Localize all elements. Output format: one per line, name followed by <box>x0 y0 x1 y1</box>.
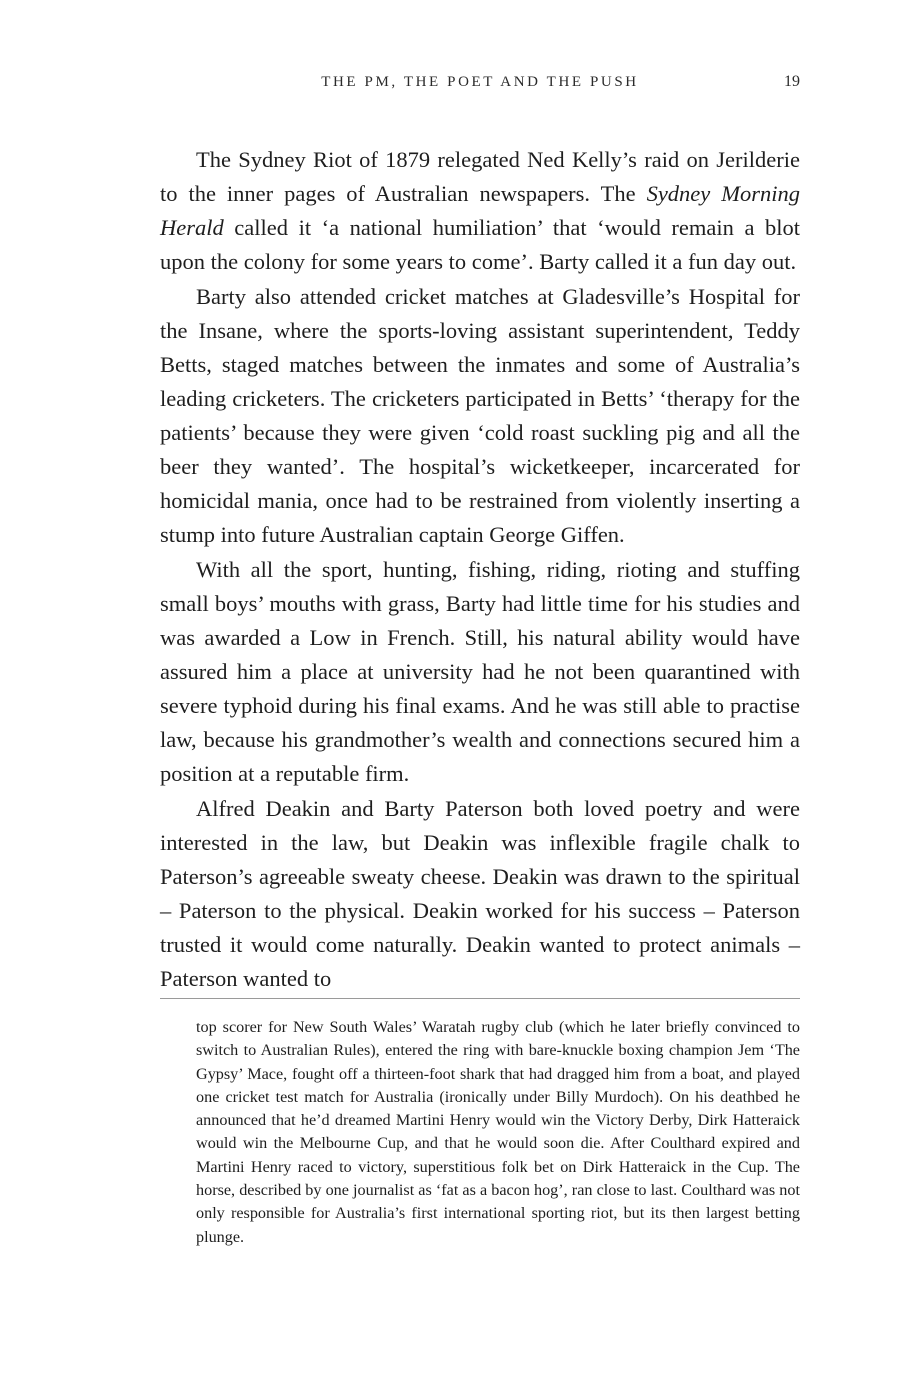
paragraph-1-text-b: called it ‘a national humiliation’ that ‘would remain a blot upon the colony for some years to come’. Barty called it a fun day out. <box>160 215 800 274</box>
page-number: 19 <box>784 73 800 90</box>
paragraph-3: With all the sport, hunting, fishing, riding, rioting and stuffing small boys’ mouths with grass, Barty had little time for his studies and was awarded a Low in French. Still, his natural ability would have assured him a place at university had he not been quarantined with severe typhoid during his final exams. And he was still able to practise law, because his grandmother’s wealth and connections secured him a position at a reputable firm. <box>160 557 800 786</box>
running-head: THE PM, THE POET AND THE PUSH <box>321 74 639 90</box>
newspaper-title: Sydney Morning Herald <box>160 181 800 240</box>
footnote-rule <box>160 998 800 999</box>
paragraph-1-text-a: The Sydney Riot of 1879 relegated Ned Kelly’s raid on Jerilderie to the inner pages of Australian newspapers. The <box>160 147 800 206</box>
paragraph-4: Alfred Deakin and Barty Paterson both loved poetry and were interested in the law, but Deakin was inflexible fragile chalk to Paterson’s agreeable sweaty cheese. Deakin was drawn to the spiritual – Paterson to the physical. Deakin worked for his success – Paterson trusted it would come naturally. Deakin wanted to protect animals – Paterson wanted to <box>160 796 800 991</box>
page-header <box>160 72 800 94</box>
paragraph-1 <box>160 143 800 279</box>
footnote <box>196 1016 800 1249</box>
footnote-text: top scorer for New South Wales’ Waratah rugby club (which he later briefly convinced to switch to Australian Rules), entered the ring with bare-knuckle boxing champion Jem ‘The Gypsy’ Mace, fought off a thirteen-foot shark that had dragged him from a boat, and played one cricket test match for Australia (ironically under Billy Murdoch). On his deathbed he announced that he’d dreamed Martini Henry would win the Victory Derby, Dirk Hatteraick would win the Melbourne Cup, and that he would soon die. After Coulthard expired and Martini Henry raced to victory, superstitious folk bet on Dirk Hatteraick in the Cup. The horse, described by one journalist as ‘fat as a bacon hog’, ran close to last. Coulthard was not only responsible for Australia’s first international sporting riot, but its then largest betting plunge. <box>196 1018 800 1246</box>
body-text <box>160 143 800 996</box>
paragraph-2: Barty also attended cricket matches at Gladesville’s Hospital for the Insane, where the sports-loving assistant superintendent, Teddy Betts, staged matches between the inmates and some of Australia’s leading cricketers. The cricketers participated in Betts’ ‘therapy for the patients’ because they were given ‘cold roast suckling pig and all the beer they wanted’. The hospital’s wicketkeeper, incarcerated for homicidal mania, once had to be restrained from violently inserting a stump into future Australian captain George Giffen. <box>160 284 800 547</box>
